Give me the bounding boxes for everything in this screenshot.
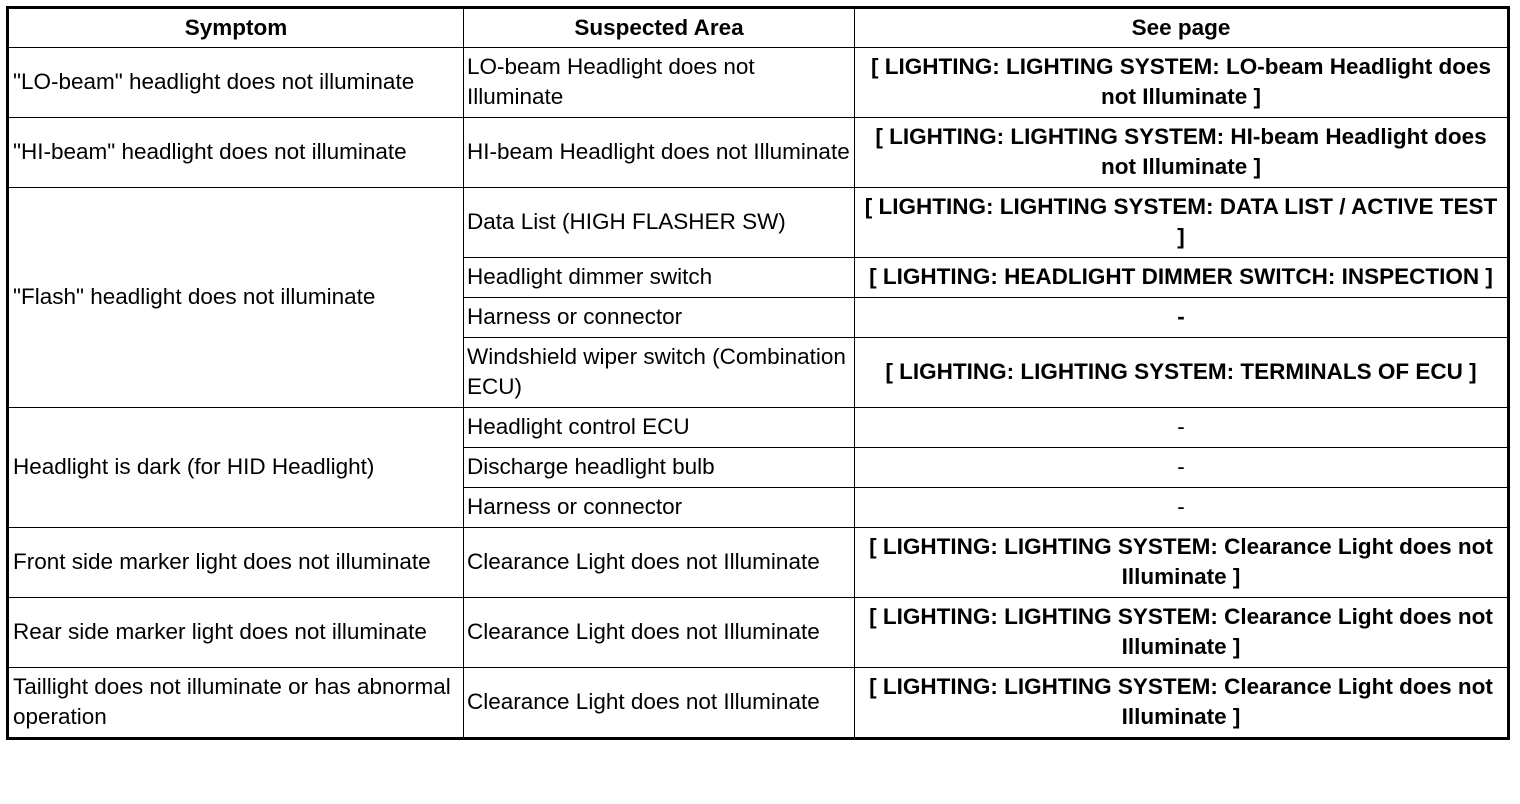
symptom-cell: Front side marker light does not illuminate xyxy=(8,528,464,598)
suspected-area-cell: Data List (HIGH FLASHER SW) xyxy=(464,188,855,258)
table-row xyxy=(8,408,1509,448)
symptom-cell: "HI-beam" headlight does not illuminate xyxy=(8,118,464,188)
symptom-cell: "Flash" headlight does not illuminate xyxy=(8,188,464,408)
table-row xyxy=(8,48,1509,118)
header-symptom: Symptom xyxy=(8,8,464,48)
symptom-cell: Taillight does not illuminate or has abnormal operation xyxy=(8,668,464,739)
see-page-reference: - xyxy=(855,298,1509,338)
table-row xyxy=(8,188,1509,258)
table-body xyxy=(8,48,1509,739)
suspected-area-cell: Headlight control ECU xyxy=(464,408,855,448)
see-page-reference: [ LIGHTING: LIGHTING SYSTEM: Clearance Light does not Illuminate ] xyxy=(855,528,1509,598)
suspected-area-cell: Discharge headlight bulb xyxy=(464,448,855,488)
header-row xyxy=(8,8,1509,48)
see-page-reference: - xyxy=(855,448,1509,488)
symptom-table xyxy=(6,6,1510,740)
see-page-reference: - xyxy=(855,488,1509,528)
table-row xyxy=(8,598,1509,668)
table-header xyxy=(8,8,1509,48)
suspected-area-cell: HI-beam Headlight does not Illuminate xyxy=(464,118,855,188)
suspected-area-cell: Harness or connector xyxy=(464,298,855,338)
suspected-area-cell: Harness or connector xyxy=(464,488,855,528)
symptom-cell: "LO-beam" headlight does not illuminate xyxy=(8,48,464,118)
suspected-area-cell: Clearance Light does not Illuminate xyxy=(464,528,855,598)
suspected-area-cell: Windshield wiper switch (Combination ECU) xyxy=(464,338,855,408)
suspected-area-cell: Headlight dimmer switch xyxy=(464,258,855,298)
table-row xyxy=(8,668,1509,739)
table-row xyxy=(8,528,1509,598)
see-page-reference: [ LIGHTING: LIGHTING SYSTEM: Clearance Light does not Illuminate ] xyxy=(855,598,1509,668)
see-page-reference: - xyxy=(855,408,1509,448)
suspected-area-cell: Clearance Light does not Illuminate xyxy=(464,598,855,668)
header-suspected-area: Suspected Area xyxy=(464,8,855,48)
see-page-reference: [ LIGHTING: LIGHTING SYSTEM: LO-beam Headlight does not Illuminate ] xyxy=(855,48,1509,118)
see-page-reference: [ LIGHTING: LIGHTING SYSTEM: Clearance Light does not Illuminate ] xyxy=(855,668,1509,739)
symptom-cell: Headlight is dark (for HID Headlight) xyxy=(8,408,464,528)
see-page-reference: [ LIGHTING: LIGHTING SYSTEM: DATA LIST / ACTIVE TEST ] xyxy=(855,188,1509,258)
table-row xyxy=(8,118,1509,188)
see-page-reference: [ LIGHTING: LIGHTING SYSTEM: HI-beam Headlight does not Illuminate ] xyxy=(855,118,1509,188)
suspected-area-cell: LO-beam Headlight does not Illuminate xyxy=(464,48,855,118)
symptom-cell: Rear side marker light does not illuminate xyxy=(8,598,464,668)
see-page-reference: [ LIGHTING: HEADLIGHT DIMMER SWITCH: INSPECTION ] xyxy=(855,258,1509,298)
see-page-reference: [ LIGHTING: LIGHTING SYSTEM: TERMINALS OF ECU ] xyxy=(855,338,1509,408)
header-see-page: See page xyxy=(855,8,1509,48)
suspected-area-cell: Clearance Light does not Illuminate xyxy=(464,668,855,739)
